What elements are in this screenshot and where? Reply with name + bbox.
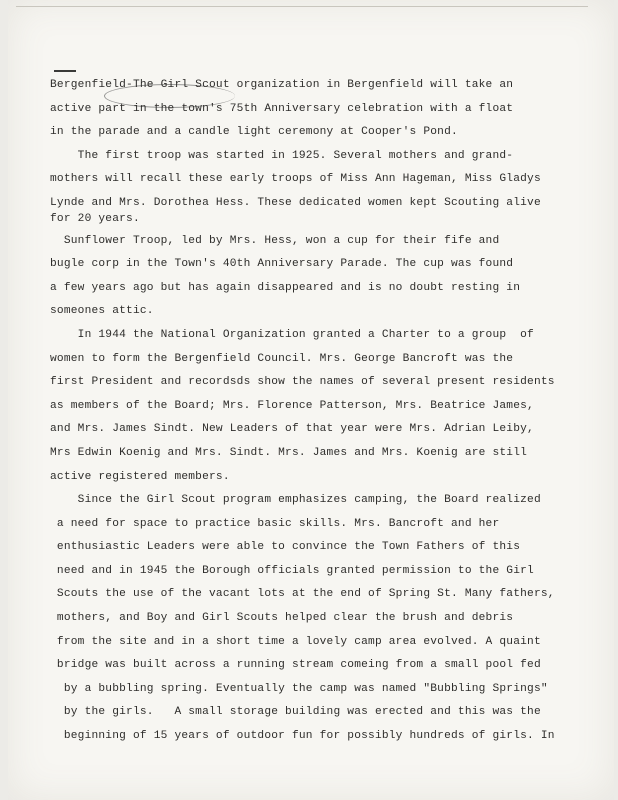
text-line: Lynde and Mrs. Dorothea Hess. These dedicated women kept Scouting alive bbox=[50, 196, 541, 209]
page-edge-line bbox=[16, 6, 588, 7]
text-line: Bergenfield-The Girl Scout organization in Bergenfield will take an bbox=[50, 79, 514, 91]
text-line: in the parade and a candle light ceremony at Cooper's Pond. bbox=[50, 126, 458, 139]
paragraph-charter bbox=[50, 324, 570, 489]
paragraph-camping bbox=[50, 489, 570, 749]
text-line: bridge was built across a running stream comeing from a small pool fed bbox=[50, 659, 541, 672]
text-line: someones attic. bbox=[50, 305, 154, 318]
text-line: women to form the Bergenfield Council. Mrs. George Bancroft was the bbox=[50, 352, 514, 365]
text-line: from the site and in a short time a lovely camp area evolved. A quaint bbox=[50, 635, 541, 648]
paragraph-intro bbox=[50, 74, 570, 145]
text-line: active part in the town's 75th Anniversary celebration with a float bbox=[50, 102, 514, 115]
text-line: The first troop was started in 1925. Several mothers and grand- bbox=[50, 149, 514, 162]
text-line: In 1944 the National Organization granted a Charter to a group of bbox=[50, 328, 534, 341]
text-line: Mrs Edwin Koenig and Mrs. Sindt. Mrs. James and Mrs. Koenig are still bbox=[50, 446, 528, 459]
margin-dash bbox=[54, 70, 76, 72]
text-line: enthusiastic Leaders were able to convince the Town Fathers of this bbox=[50, 541, 521, 554]
text-line: Sunflower Troop, led by Mrs. Hess, won a cup for their fife and bbox=[50, 234, 500, 247]
text-line: bugle corp in the Town's 40th Anniversary Parade. The cup was found bbox=[50, 258, 514, 271]
text-line: for 20 years. bbox=[50, 212, 140, 225]
text-line: Since the Girl Scout program emphasizes camping, the Board realized bbox=[50, 494, 541, 507]
paragraph-sunflower-troop bbox=[50, 230, 570, 324]
text-line: need and in 1945 the Borough officials granted permission to the Girl bbox=[50, 564, 534, 577]
text-line: beginning of 15 years of outdoor fun for possibly hundreds of girls. In bbox=[50, 730, 555, 743]
text-line: by the girls. A small storage building was erected and this was the bbox=[50, 706, 541, 719]
text-line: mothers will recall these early troops of Miss Ann Hageman, Miss Gladys bbox=[50, 173, 541, 186]
text-line: a need for space to practice basic skills. Mrs. Bancroft and her bbox=[50, 517, 500, 530]
text-line: and Mrs. James Sindt. New Leaders of that year were Mrs. Adrian Leiby, bbox=[50, 423, 534, 436]
paragraph-first-troop bbox=[50, 145, 570, 226]
document-page bbox=[8, 0, 614, 800]
text-line: mothers, and Boy and Girl Scouts helped clear the brush and debris bbox=[50, 612, 514, 625]
text-line: by a bubbling spring. Eventually the camp was named "Bubbling Springs" bbox=[50, 682, 548, 695]
document-body bbox=[50, 74, 570, 749]
text-line: a few years ago but has again disappeared and is no doubt resting in bbox=[50, 281, 521, 294]
text-line: active registered members. bbox=[50, 470, 230, 483]
text-line: as members of the Board; Mrs. Florence Patterson, Mrs. Beatrice James, bbox=[50, 399, 534, 412]
text-line: first President and recordsds show the names of several present residents bbox=[50, 376, 555, 389]
text-line: Scouts the use of the vacant lots at the end of Spring St. Many fathers, bbox=[50, 588, 555, 601]
